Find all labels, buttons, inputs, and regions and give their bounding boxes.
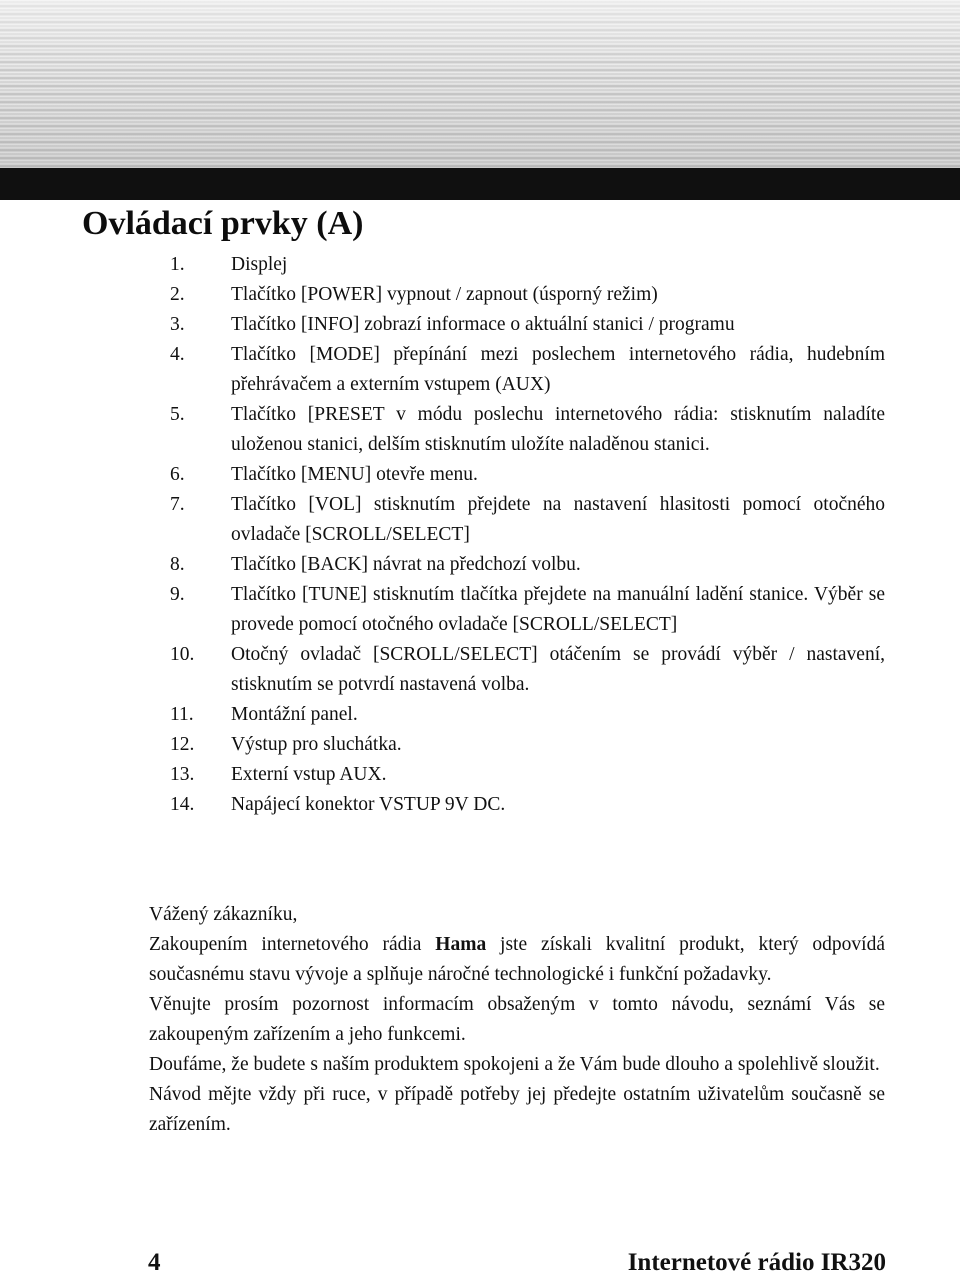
item-number: 14. [170, 794, 195, 815]
page-number: 4 [148, 1249, 161, 1276]
item-text: Tlačítko [POWER] vypnout / zapnout (úsporný režim) [231, 284, 658, 305]
item-text: Tlačítko [TUNE] stisknutím tlačítka přejdete na manuální ladění stanice. Výběr se provede pomocí otočného ovladače [SCROLL/SELECT] [231, 584, 885, 635]
list-item [0, 250, 885, 280]
controls-list [0, 250, 960, 820]
list-item [0, 730, 885, 760]
customer-letter [149, 900, 885, 1140]
item-text: Výstup pro sluchátka. [231, 734, 402, 755]
list-item [0, 580, 885, 640]
item-text: Tlačítko [MENU] otevře menu. [231, 464, 478, 485]
item-number: 13. [170, 764, 195, 785]
item-text: Tlačítko [INFO] zobrazí informace o aktuální stanici / programu [231, 314, 735, 335]
list-item [0, 460, 885, 490]
list-item [0, 340, 885, 400]
item-number: 6. [170, 464, 185, 485]
item-text: Tlačítko [BACK] návrat na předchozí volbu. [231, 554, 581, 575]
document-name: Internetové rádio IR320 [627, 1249, 886, 1276]
letter-text: Zakoupením internetového rádia [149, 934, 436, 955]
letter-text: jste získali kvalitní produkt, který odpovídá současnému stavu vývoje a splňuje náročné technologické i funkční požadavky. [149, 934, 885, 985]
item-text: Tlačítko [MODE] přepínání mezi poslechem internetového rádia, hudebním přehrávačem a externím vstupem (AUX) [231, 344, 885, 395]
letter-greeting: Vážený zákazníku, [149, 904, 298, 925]
item-text: Tlačítko [PRESET v módu poslechu internetového rádia: stisknutím naladíte uloženou stanici, delším stisknutím uložíte naladěnou stanici. [231, 404, 885, 455]
page-title: Ovládací prvky (A) [82, 205, 364, 242]
list-item [0, 400, 885, 460]
header-band [0, 0, 960, 168]
item-text: Tlačítko [VOL] stisknutím přejdete na nastavení hlasitosti pomocí otočného ovladače [SCROLL/SELECT] [231, 494, 885, 545]
item-number: 11. [170, 704, 194, 725]
letter-paragraph-1 [149, 930, 885, 990]
list-item [0, 790, 885, 820]
list-item [0, 310, 885, 340]
item-text: Otočný ovladač [SCROLL/SELECT] otáčením se provádí výběr / nastavení, stisknutím se potvrdí nastavená volba. [231, 644, 885, 695]
item-number: 4. [170, 344, 185, 365]
item-number: 7. [170, 494, 185, 515]
item-number: 1. [170, 254, 185, 275]
letter-paragraph-3: Doufáme, že budete s naším produktem spokojeni a že Vám bude dlouho a spolehlivě sloužit. [149, 1054, 880, 1075]
item-number: 5. [170, 404, 185, 425]
item-text: Externí vstup AUX. [231, 764, 387, 785]
letter-paragraph-4: Návod mějte vždy při ruce, v případě potřeby jej předejte ostatním uživatelům současně se zařízením. [149, 1084, 885, 1135]
item-number: 9. [170, 584, 185, 605]
list-item [0, 640, 885, 700]
item-number: 10. [170, 644, 195, 665]
item-text: Napájecí konektor VSTUP 9V DC. [231, 794, 506, 815]
list-item [0, 700, 885, 730]
item-text: Displej [231, 254, 288, 275]
list-item [0, 490, 885, 550]
letter-paragraph-2: Věnujte prosím pozornost informacím obsaženým v tomto návodu, seznámí Vás se zakoupeným zařízením a jeho funkcemi. [149, 994, 885, 1045]
item-number: 2. [170, 284, 185, 305]
header-bar [0, 168, 960, 200]
list-item [0, 760, 885, 790]
list-item [0, 280, 885, 310]
list-item [0, 550, 885, 580]
item-number: 3. [170, 314, 185, 335]
item-number: 12. [170, 734, 195, 755]
item-number: 8. [170, 554, 185, 575]
brand-name: Hama [435, 934, 487, 955]
item-text: Montážní panel. [231, 704, 358, 725]
